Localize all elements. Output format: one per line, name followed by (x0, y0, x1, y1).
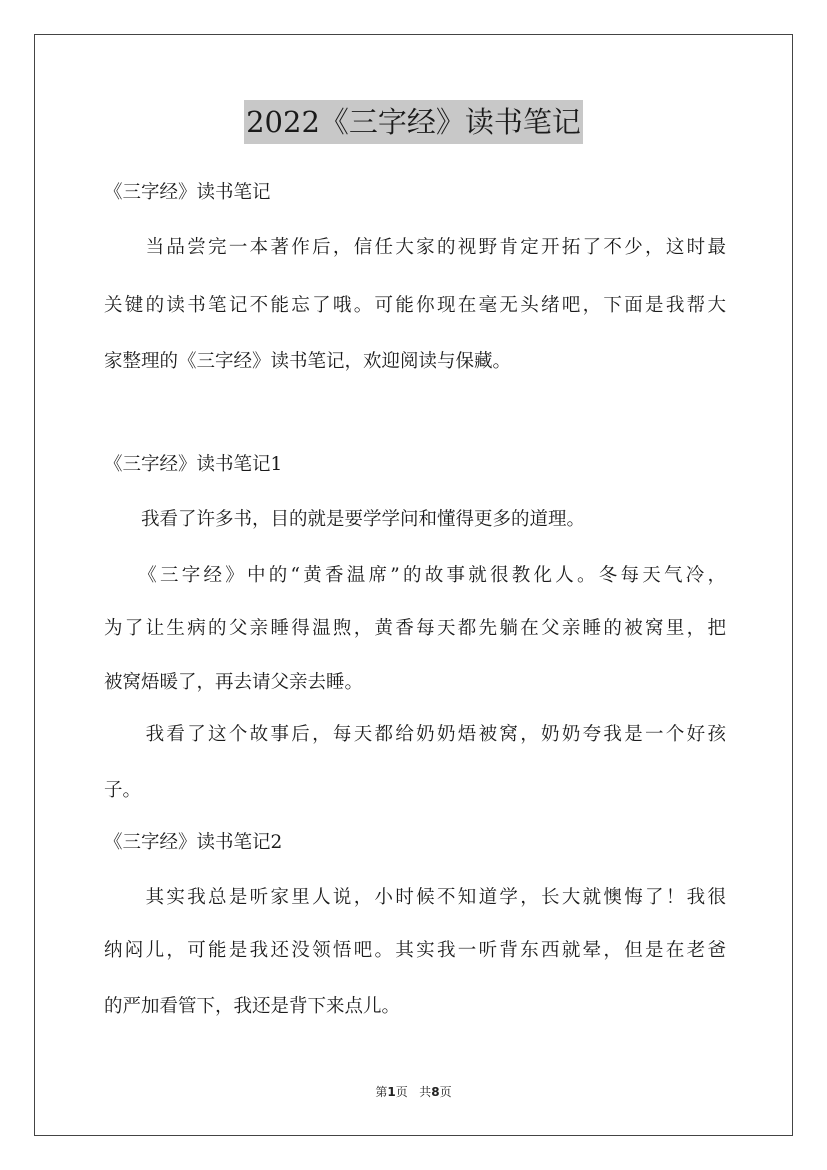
paragraph-line: 其实我总是听家里人说，小时候不知道学，长大就懊悔了！我很 (104, 887, 726, 908)
section-heading: 《三字经》读书笔记1 (104, 454, 283, 475)
page-unit: 页 (395, 1085, 408, 1099)
page-number: 1 (387, 1085, 396, 1099)
paragraph-line: 纳闷儿，可能是我还没领悟吧。其实我一听背东西就晕，但是在老爸 (104, 940, 726, 961)
title-container (0, 100, 827, 144)
paragraph-line: 子。 (104, 780, 142, 801)
paragraph-line: 被窝焐暖了，再去请父亲去睡。 (104, 672, 364, 693)
paragraph-line: 的严加看管下，我还是背下来点儿。 (104, 996, 401, 1017)
paragraph-line: 关键的读书笔记不能忘了哦。可能你现在毫无头绪吧，下面是我帮大 (104, 295, 726, 316)
document-title: 2022《三字经》读书笔记 (244, 100, 583, 144)
total-unit: 页 (439, 1085, 452, 1099)
page-prefix: 第 (375, 1085, 388, 1099)
paragraph-line: 《三字经》中的“黄香温席”的故事就很教化人。冬每天气冷， (104, 565, 726, 586)
paragraph-line: 家整理的《三字经》读书笔记，欢迎阅读与保藏。 (104, 351, 512, 372)
paragraph-line: 当品尝完一本著作后，信任大家的视野肯定开拓了不少，这时最 (104, 237, 726, 258)
total-prefix: 共 (419, 1085, 432, 1099)
page-total: 8 (431, 1085, 440, 1099)
section-heading: 《三字经》读书笔记2 (104, 832, 283, 853)
paragraph-line: 我看了这个故事后，每天都给奶奶焐被窝，奶奶夸我是一个好孩 (104, 724, 726, 745)
page-footer (0, 1084, 827, 1100)
paragraph-line: 为了让生病的父亲睡得温煦，黄香每天都先躺在父亲睡的被窝里，把 (104, 618, 726, 639)
paragraph-line: 我看了许多书，目的就是要学学问和懂得更多的道理。 (104, 509, 586, 530)
section-heading: 《三字经》读书笔记 (104, 182, 271, 203)
